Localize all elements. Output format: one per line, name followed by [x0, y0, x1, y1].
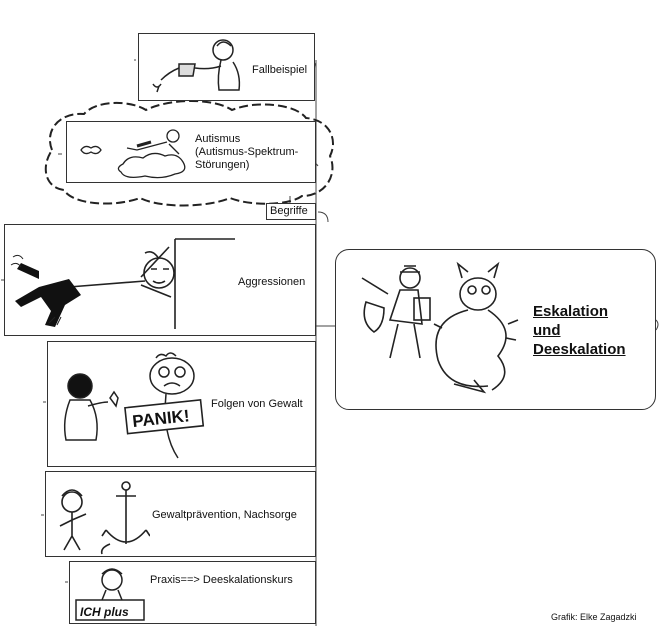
node-label-line3: Störungen) — [195, 159, 250, 171]
image-credit: Grafik: Elke Zagadzki — [551, 612, 637, 622]
central-title-line3: Deeskalation — [533, 341, 626, 358]
node-label: Folgen von Gewalt — [211, 398, 303, 410]
node-label: Gewaltprävention, Nachsorge — [152, 509, 297, 521]
dreaming-boy-on-cloud-illustration — [77, 124, 191, 180]
node-label: Praxis==> Deeskalationskurs — [150, 574, 293, 586]
node-autismus[interactable] — [66, 121, 316, 183]
node-label-line2: (Autismus-Spektrum- — [195, 146, 299, 158]
panic-dragon-illustration — [52, 346, 208, 464]
ich-plus-sign-illustration — [72, 564, 148, 624]
ich-plus-sign-text: ICH plus — [80, 605, 129, 619]
node-praxis[interactable] — [69, 561, 316, 624]
anchor-person-illustration — [50, 474, 150, 556]
central-title-line1: Eskalation — [533, 303, 609, 320]
watering-person-illustration — [143, 36, 251, 98]
node-label: Fallbeispiel — [252, 64, 308, 76]
node-fallbeispiel[interactable] — [138, 33, 315, 101]
central-title-line2: und — [533, 322, 561, 339]
node-label: Aggressionen — [238, 276, 306, 288]
pushing-wall-illustration — [9, 229, 237, 333]
node-aggressionen[interactable] — [4, 224, 316, 336]
node-label-line1: Autismus — [195, 133, 241, 145]
node-gewaltpraevention[interactable] — [45, 471, 316, 557]
panic-sign-text: PANIK! — [131, 406, 191, 432]
node-label: Begriffe — [270, 205, 308, 217]
central-topic[interactable] — [335, 249, 656, 410]
node-begriffe[interactable] — [266, 203, 316, 220]
node-folgen-von-gewalt[interactable] — [47, 341, 316, 467]
knight-and-dragon-illustration — [358, 258, 526, 404]
